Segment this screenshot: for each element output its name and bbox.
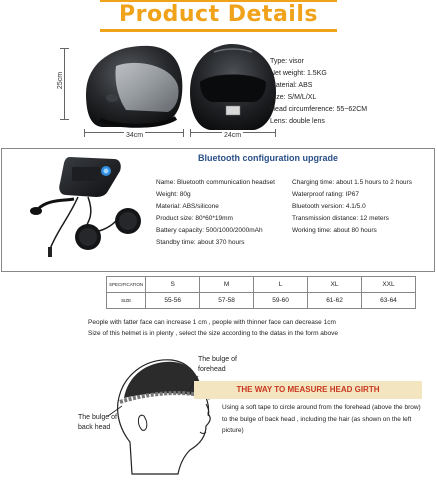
bluetooth-section <box>1 148 435 272</box>
measure-title: THE WAY TO MEASURE HEAD GIRTH <box>236 385 380 394</box>
bt-spec-battery: Battery capacity: 500/1000/2000mAh <box>156 227 263 234</box>
helmet-section <box>0 32 437 144</box>
bt-spec-charging: Charging time: about 1.5 hours to 2 hours <box>292 179 412 186</box>
size-value-s: 55-56 <box>146 293 200 309</box>
size-table-size-label: SIZE <box>107 293 146 309</box>
height-dimension-label: 25cm <box>57 71 65 90</box>
size-value-l: 59-60 <box>254 293 308 309</box>
size-column-s: S <box>146 277 200 293</box>
spec-type: Type: visor <box>270 58 304 65</box>
bt-spec-name: Name: Bluetooth communication headset <box>156 179 275 186</box>
spec-lens: Lens: double lens <box>270 118 325 125</box>
size-column-l: L <box>254 277 308 293</box>
bt-spec-waterproof: Waterproof rating: IP67 <box>292 191 359 198</box>
helmet-spec-list <box>270 56 437 128</box>
bluetooth-spec-list-left <box>156 177 286 249</box>
title-banner <box>100 0 337 30</box>
size-value-m: 57-58 <box>200 293 254 309</box>
bluetooth-spec-list-right <box>292 177 436 237</box>
size-column-m: M <box>200 277 254 293</box>
measure-title-banner <box>194 381 422 399</box>
bt-spec-product-size: Product size: 80*60*19mm <box>156 215 233 222</box>
length-dimension-label: 34cm <box>126 132 144 139</box>
spec-material: Material: ABS <box>270 82 313 89</box>
size-table-value-row <box>107 293 416 309</box>
size-table <box>106 276 416 309</box>
page-title: Product Details <box>119 2 318 27</box>
bt-spec-weight: Weight: 80g <box>156 191 191 198</box>
fit-note <box>88 317 418 339</box>
bt-spec-working-time: Working time: about 80 hours <box>292 227 377 234</box>
bluetooth-title: Bluetooth configuration upgrade <box>198 153 338 163</box>
size-table-spec-label: SPECIFICATION <box>107 277 146 293</box>
bluetooth-headset-image <box>8 149 158 271</box>
spec-net-weight: Net weight: 1.5KG <box>270 70 327 77</box>
size-value-xl: 61-62 <box>308 293 362 309</box>
fit-note-line-2: Size of this helmet is in plenty , select the size according to the datas in the form above <box>88 330 339 337</box>
forehead-bulge-label: The bulge of forehead <box>198 356 237 373</box>
size-column-xxl: XXL <box>361 277 415 293</box>
size-value-xxl: 63-64 <box>361 293 415 309</box>
measure-description: Using a soft tape to circle around from the forehead (above the brow) to the bulge of back head , including the hair (as shown on the left picture) <box>222 404 421 434</box>
backhead-bulge-label: The bulge of back head <box>78 414 117 431</box>
fit-note-line-1: People with fatter face can increase 1 cm , people with thinner face can decrease 1cm <box>88 319 336 326</box>
bt-spec-standby: Standby time: about 370 hours <box>156 239 245 246</box>
spec-head-circumference: Head circumference: 55~62CM <box>270 106 368 113</box>
width-dimension-label: 24cm <box>224 132 242 139</box>
bt-spec-version: Bluetooth version: 4.1/5.0 <box>292 203 366 210</box>
size-table-header-row <box>107 277 416 293</box>
spec-size: Size: S/M/L/XL <box>270 94 317 101</box>
bt-spec-distance: Transmission distance: 12 meters <box>292 215 389 222</box>
bt-spec-material: Material: ABS/silicone <box>156 203 219 210</box>
size-column-xl: XL <box>308 277 362 293</box>
